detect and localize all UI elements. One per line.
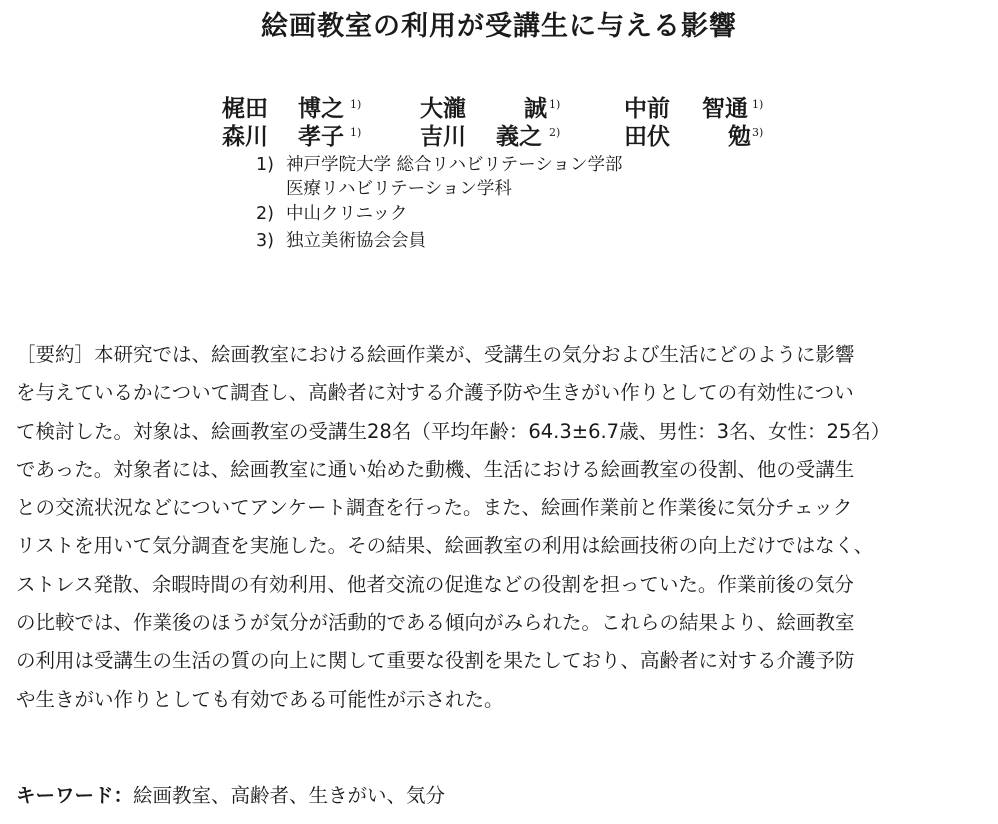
affiliation-2: [256, 202, 716, 226]
author-surname: 中前: [624, 96, 670, 122]
paper-title: 絵画教室の利用が受講生に与える影響: [261, 11, 737, 42]
author-affiliation-mark: 2): [549, 126, 561, 139]
author-affiliation-mark: 3): [752, 126, 764, 139]
abstract-line: ストレス発散、余暇時間の有効利用、他者交流の促進などの役割を担っていた。作業前後の気分: [16, 572, 854, 596]
affiliation-number: 2): [256, 204, 274, 224]
abstract-heading: ［要約］: [16, 343, 95, 366]
author-5: [420, 122, 580, 152]
affiliation-line: 独立美術協会会員: [286, 231, 426, 251]
abstract-line: の比較では、作業後のほうが気分が活動的である傾向がみられた。これらの結果より、絵画教室: [16, 611, 855, 635]
affiliation-number: 3): [256, 231, 274, 251]
author-surname: 梶田: [222, 96, 268, 122]
author-surname: 森川: [222, 124, 268, 150]
author-affiliation-mark: 1): [350, 126, 362, 139]
author-surname: 田伏: [624, 124, 670, 150]
author-surname: 吉川: [420, 124, 466, 150]
abstract-line: を与えているかについて調査し、高齢者に対する介護予防や生きがい作りとしての有効性につい: [16, 381, 854, 405]
affiliation-1: [256, 153, 716, 201]
author-given-name: 義之: [496, 124, 542, 150]
keywords-heading: キーワード：: [16, 784, 134, 807]
abstract: [16, 336, 988, 719]
affiliation-line: 医療リハビリテーション学科: [286, 179, 512, 199]
affiliation-number: 1): [256, 155, 274, 175]
author-affiliation-mark: 1): [549, 98, 561, 111]
affiliation-3: [256, 229, 716, 253]
abstract-text: 本研究では、絵画教室における絵画作業が、受講生の気分および生活にどのように影響: [94, 343, 855, 366]
keywords: [16, 779, 445, 813]
affiliation-line: 神戸学院大学 総合リハビリテーション学部: [286, 155, 623, 175]
abstract-line: の利用は受講生の生活の質の向上に関して重要な役割を果たしており、高齢者に対する介護予防: [16, 649, 855, 673]
keywords-text: 絵画教室、高齢者、生きがい、気分: [133, 784, 446, 807]
author-surname: 大瀧: [420, 96, 466, 122]
abstract-line: との交流状況などについてアンケート調査を行った。また、絵画作業前と作業後に気分チェック: [16, 496, 853, 520]
author-given-name: 勉: [728, 124, 751, 150]
affiliation-line: 中山クリニック: [286, 204, 408, 224]
author-given-name: 博之: [298, 96, 344, 122]
author-affiliation-mark: 1): [752, 98, 764, 111]
author-affiliation-mark: 1): [350, 98, 362, 111]
abstract-line: [16, 336, 988, 374]
author-4: [222, 122, 382, 152]
abstract-line: であった。対象者には、絵画教室に通い始めた動機、生活における絵画教室の役割、他の受講生: [16, 457, 855, 481]
author-6: [624, 122, 784, 152]
author-given-name: 誠: [524, 96, 547, 122]
author-given-name: 孝子: [298, 124, 344, 150]
author-given-name: 智通: [702, 96, 748, 122]
abstract-line: や生きがい作りとしても有効である可能性が示された。: [16, 687, 504, 711]
abstract-line: リストを用いて気分調査を実施した。その結果、絵画教室の利用は絵画技術の向上だけではなく、: [16, 534, 874, 558]
abstract-line: て検討した。対象は、絵画教室の受講生28名（平均年齢：64.3±6.7歳、男性：3名、女性：25名）: [16, 419, 891, 443]
